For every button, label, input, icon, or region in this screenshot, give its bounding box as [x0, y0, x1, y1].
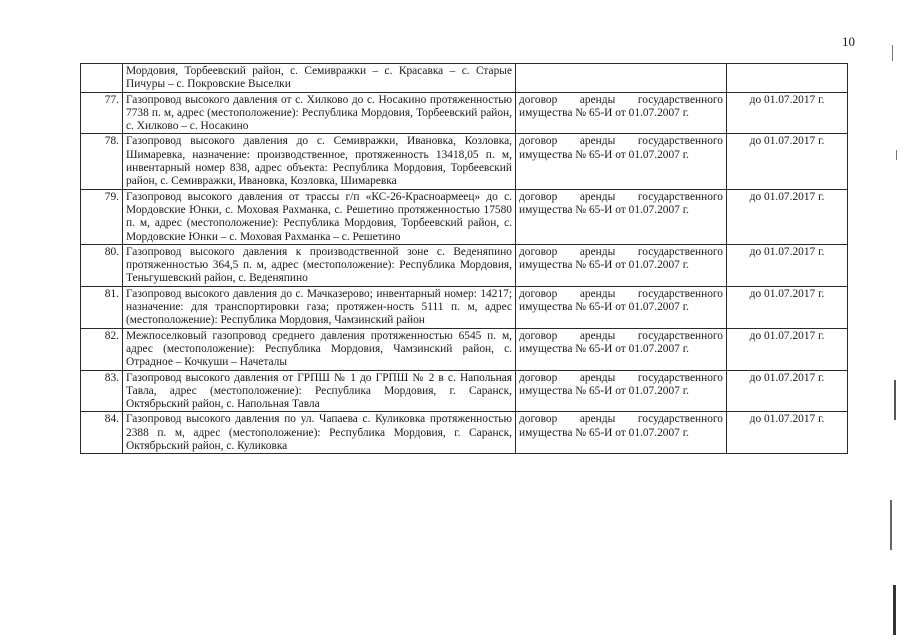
table-row	[81, 328, 848, 370]
scan-artifact	[894, 380, 896, 420]
scan-artifact	[892, 45, 893, 61]
lease-document: договор аренды государственного имущества № 65-И от 01.07.2007 г.	[516, 92, 727, 134]
object-description: Газопровод высокого давления от с. Хилково до с. Носакино протяженностью 7738 п. м, адрес (местоположение): Республика Мордовия, Торбеевский район, с. Хилково – с. Носакино	[123, 92, 516, 134]
table-row	[81, 189, 848, 244]
row-number: 78.	[81, 134, 123, 189]
lease-term: до 01.07.2017 г.	[727, 412, 848, 454]
object-description: Газопровод высокого давления от ГРПШ № 1 до ГРПШ № 2 в с. Напольная Тавла, адрес (местоположение): Республика Мордовия, г. Саранск, Октябрьский район, с. Напольная Тавла	[123, 370, 516, 412]
table-row	[81, 286, 848, 328]
lease-document: договор аренды государственного имущества № 65-И от 01.07.2007 г.	[516, 244, 727, 286]
object-description: Газопровод высокого давления до с. Семивражки, Ивановка, Козловка, Шимаревка, назначение: производственное, протяженность 13418,05 п. м, инвентарный номер 838, адрес объекта: Республика Мордовия, Торбеевский район, с. Семивражки, Ивановка, Козловка, Шимаревка	[123, 134, 516, 189]
property-registry-table	[80, 63, 848, 454]
row-number: 83.	[81, 370, 123, 412]
lease-document	[516, 64, 727, 93]
lease-term: до 01.07.2017 г.	[727, 328, 848, 370]
lease-term: до 01.07.2017 г.	[727, 370, 848, 412]
object-description: Газопровод высокого давления по ул. Чапаева с. Куликовка протяженностью 2388 п. м, адрес (местоположение): Республика Мордовия, г. Саранск, Октябрьский район, с. Куликовка	[123, 412, 516, 454]
table-row	[81, 244, 848, 286]
table-row	[81, 370, 848, 412]
lease-document: договор аренды государственного имущества № 65-И от 01.07.2007 г.	[516, 328, 727, 370]
object-description: Межпоселковый газопровод среднего давления протяженностью 6545 п. м, адрес (местоположение): Республика Мордовия, Чамзинский район, с. Отрадное – Кочкуши – Начеталы	[123, 328, 516, 370]
lease-term	[727, 64, 848, 93]
row-number: 80.	[81, 244, 123, 286]
table-row	[81, 412, 848, 454]
scan-artifact	[893, 585, 896, 635]
lease-term: до 01.07.2017 г.	[727, 92, 848, 134]
lease-term: до 01.07.2017 г.	[727, 286, 848, 328]
row-number: 79.	[81, 189, 123, 244]
object-description: Мордовия, Торбеевский район, с. Семивражки – с. Красавка – с. Старые Пичуры – с. Покровские Выселки	[123, 64, 516, 93]
lease-term: до 01.07.2017 г.	[727, 134, 848, 189]
scan-artifact	[890, 500, 892, 550]
row-number	[81, 64, 123, 93]
scan-artifact	[896, 150, 897, 160]
row-number: 81.	[81, 286, 123, 328]
row-number: 82.	[81, 328, 123, 370]
lease-document: договор аренды государственного имущества № 65-И от 01.07.2007 г.	[516, 370, 727, 412]
object-description: Газопровод высокого давления до с. Мачказерово; инвентарный номер: 14217; назначение: для транспортировки газа; протяжен-ность 5111 п. м, адрес (местоположение): Республика Мордовия, Чамзинский район	[123, 286, 516, 328]
table-row	[81, 92, 848, 134]
lease-document: договор аренды государственного имущества № 65-И от 01.07.2007 г.	[516, 134, 727, 189]
object-description: Газопровод высокого давления к производственной зоне с. Веденяпино протяженностью 364,5 п. м, адрес (местоположение): Республика Мордовия, Теньгушевский район, с. Веденяпино	[123, 244, 516, 286]
page-number: 10	[842, 34, 855, 49]
lease-term: до 01.07.2017 г.	[727, 244, 848, 286]
lease-document: договор аренды государственного имущества № 65-И от 01.07.2007 г.	[516, 189, 727, 244]
row-number: 84.	[81, 412, 123, 454]
table-row	[81, 64, 848, 93]
lease-document: договор аренды государственного имущества № 65-И от 01.07.2007 г.	[516, 412, 727, 454]
object-description: Газопровод высокого давления от трассы г/п «КС-26-Красноармеец» до с. Мордовские Юнки, с. Моховая Рахманка, с. Решетино протяженностью 17580 п. м, адрес (местоположение): Республика Мордовия, Торбеевский район, с. Мордовские Юнки – с. Моховая Рахманка – с. Решетино	[123, 189, 516, 244]
table-row	[81, 134, 848, 189]
lease-document: договор аренды государственного имущества № 65-И от 01.07.2007 г.	[516, 286, 727, 328]
row-number: 77.	[81, 92, 123, 134]
lease-term: до 01.07.2017 г.	[727, 189, 848, 244]
